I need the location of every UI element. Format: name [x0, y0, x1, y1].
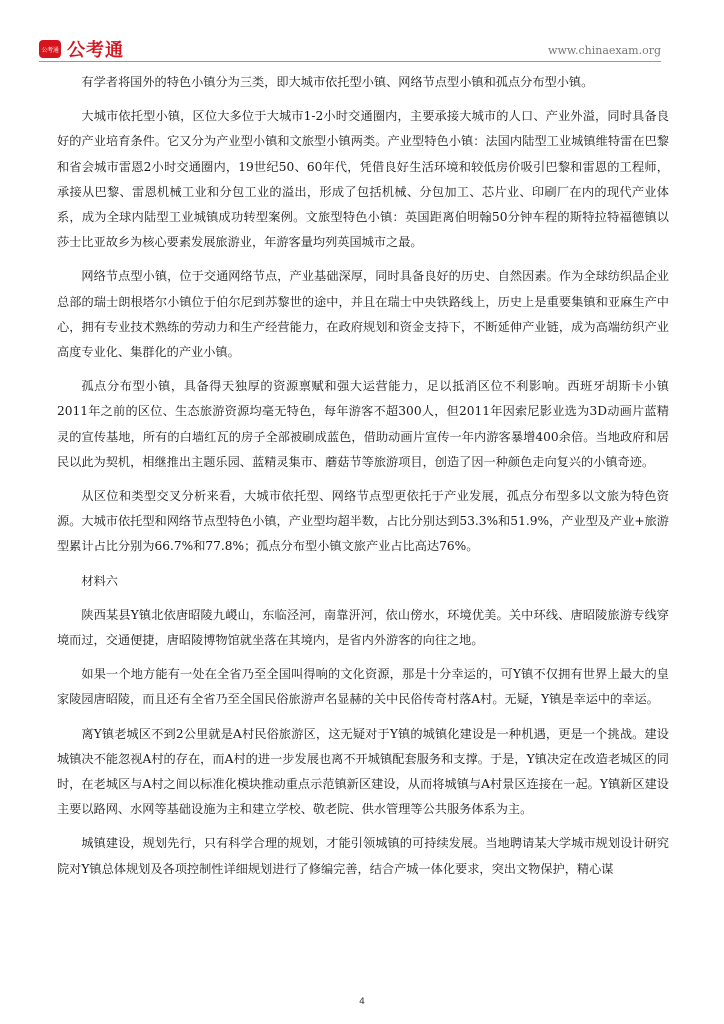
paragraph-y-town-location: 陕西某县Y镇北依唐昭陵九嵕山，东临泾河，南靠汧河，依山傍水，环境优美。关中环线、唐昭陵旅游专线穿境而过，交通便捷，唐昭陵博物馆就坐落在其境内，是省内外游客的向往之地。	[57, 607, 669, 648]
logo-text: 公考通	[67, 40, 124, 61]
section-heading-material-six: 材料六	[81, 573, 118, 588]
header-divider	[39, 61, 661, 62]
page-number: 4	[359, 997, 365, 1007]
logo-badge-icon	[39, 40, 61, 58]
logo-badge-text: 公考通	[41, 46, 59, 54]
document-body	[57, 70, 669, 891]
paragraph-intro: 有学者将国外的特色小镇分为三类，即大城市依托型小镇、网络节点型小镇和孤点分布型小镇。	[81, 75, 594, 89]
site-logo[interactable]	[39, 36, 124, 62]
paragraph-y-town-construction: 离Y镇老城区不到2公里就是A村民俗旅游区，这无疑对于Y镇的城镇化建设是一种机遇，更是一个挑战。建设城镇决不能忽视A村的存在，而A村的进一步发展也离不开城镇配套服务和支撑。于是，Y镇决定在改造老城区的同时，在老城区与A村之间以标准化模块推动重点示范镇新区建设，从而将城镇与A村景区连接在一起。Y镇新区建设主要以路网、水网等基础设施为主和建立学校、敬老院、供水管理等公共服务体系为主。	[57, 726, 669, 817]
paragraph-metro-dependent: 大城市依托型小镇，区位大多位于大城市1-2小时交通圈内，主要承接大城市的人口、产业外溢，同时具备良好的产业培育条件。它又分为产业型小镇和文旅型小镇两类。产业型特色小镇：法国内陆型工业城镇维特雷在巴黎和省会城市雷恩2小时交通圈内，19世纪50、60年代，凭借良好生活环境和较低房价吸引巴黎和雷恩的工程师，承接从巴黎、雷恩机械工业和分包工业的溢出，形成了包括机械、分包加工、芯片业、印刷厂在内的现代产业体系，成为全球内陆型工业城镇成功转型案例。文旅型特色小镇：英国距离伯明翰50分钟车程的斯特拉特福德镇以莎士比亚故乡为核心要素发展旅游业，年游客量均列英国城市之最。	[57, 109, 669, 250]
paragraph-isolated-point: 孤点分布型小镇，具备得天独厚的资源禀赋和强大运营能力，足以抵消区位不利影响。西班牙胡斯卡小镇2011年之前的区位、生态旅游资源均毫无特色，每年游客不超300人，但2011年因索尼影业选为3D动画片蓝精灵的宣传基地，所有的白墙红瓦的房子全部被刷成蓝色，借助动画片宣传一年内游客暴增400余倍。当地政府和居民以此为契机，相继推出主题乐园、蓝精灵集市、蘑菇节等旅游项目，创造了因一种颜色走向复兴的小镇奇迹。	[57, 379, 669, 469]
paragraph-y-town-planning: 城镇建设，规划先行，只有科学合理的规划，才能引领城镇的可持续发展。当地聘请某大学城市规划设计研究院对Y镇总体规划及各项控制性详细规划进行了修编完善，结合产城一体化要求，突出文物保护，精心谋	[57, 836, 669, 876]
page-header	[0, 0, 724, 64]
site-url[interactable]: www.chinaexam.org	[548, 44, 661, 57]
paragraph-cross-analysis: 从区位和类型交叉分析来看，大城市依托型、网络节点型更依托于产业发展，孤点分布型多以文旅为特色资源。大城市依托型和网络节点型特色小镇，产业型均超半数，占比分别达到53.3%和51.9%，产业型及产业+旅游型累计占比分别为66.7%和77.8%；孤点分布型小镇文旅产业占比高达76%。	[57, 489, 669, 554]
paragraph-y-town-resources: 如果一个地方能有一处在全省乃至全国叫得响的文化资源，那是十分幸运的，可Y镇不仅拥有世界上最大的皇家陵园唐昭陵，而且还有全省乃至全国民俗旅游声名显赫的关中民俗传奇村落A村。无疑，Y镇是幸运中的幸运。	[57, 667, 669, 707]
paragraph-network-node: 网络节点型小镇，位于交通网络节点，产业基础深厚，同时具备良好的历史、自然因素。作为全球纺织品企业总部的瑞士朗根塔尔小镇位于伯尔尼到苏黎世的途中，并且在瑞士中央铁路线上，历史上是重要集镇和亚麻生产中心，拥有专业技术熟练的劳动力和生产经营能力，在政府规划和资金支持下，不断延伸产业链，成为高端纺织产业高度专业化、集群化的产业小镇。	[57, 269, 669, 360]
